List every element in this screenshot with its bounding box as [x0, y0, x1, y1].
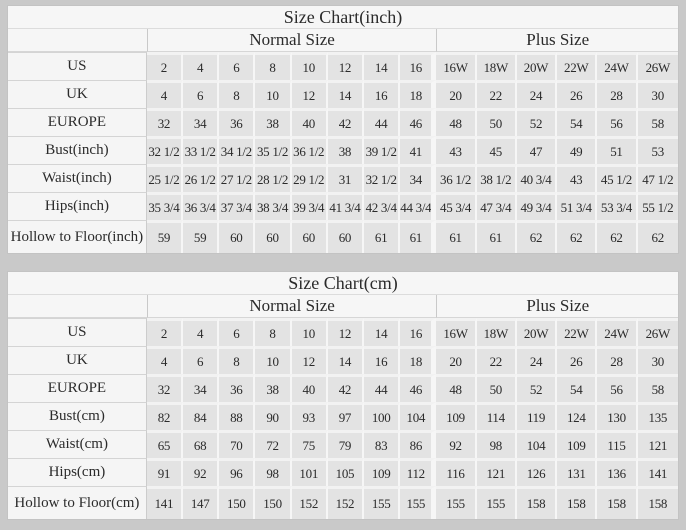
- size-value-cell: 44: [364, 374, 400, 402]
- plus-size-header: Plus Size: [436, 29, 678, 52]
- size-value-cell: 37 3/4: [219, 192, 255, 220]
- size-value-cell: 119: [517, 402, 557, 430]
- size-value-cell: 52: [517, 108, 557, 136]
- size-value-cell: 34 1/2: [219, 136, 255, 164]
- size-value-cell: 141: [638, 458, 678, 486]
- size-value-cell: 62: [638, 220, 678, 253]
- size-value-cell: 147: [183, 486, 219, 519]
- size-value-cell: 32: [147, 374, 183, 402]
- size-value-cell: 26: [557, 80, 597, 108]
- row-label: Bust(cm): [8, 402, 147, 430]
- size-value-cell: 158: [517, 486, 557, 519]
- size-value-cell: 82: [147, 402, 183, 430]
- size-value-cell: 8: [219, 80, 255, 108]
- size-chart-cm-table: [7, 271, 679, 520]
- size-value-cell: 135: [638, 402, 678, 430]
- size-value-cell: 16W: [436, 318, 476, 346]
- size-value-cell: 100: [364, 402, 400, 430]
- size-value-cell: 6: [219, 52, 255, 80]
- size-value-cell: 105: [328, 458, 364, 486]
- size-value-cell: 112: [400, 458, 436, 486]
- size-value-cell: 12: [328, 318, 364, 346]
- size-value-cell: 34: [183, 374, 219, 402]
- size-value-cell: 86: [400, 430, 436, 458]
- table-row: [8, 192, 678, 220]
- table-title: Size Chart(inch): [8, 6, 678, 29]
- row-label: US: [8, 318, 147, 346]
- size-value-cell: 61: [436, 220, 476, 253]
- size-value-cell: 38: [255, 108, 291, 136]
- size-value-cell: 6: [219, 318, 255, 346]
- size-value-cell: 50: [477, 108, 517, 136]
- row-label: Waist(inch): [8, 164, 147, 192]
- row-label: Hollow to Floor(inch): [8, 220, 147, 253]
- size-value-cell: 36 1/2: [292, 136, 328, 164]
- blank-header-cell: [8, 29, 147, 52]
- size-value-cell: 61: [477, 220, 517, 253]
- size-value-cell: 109: [364, 458, 400, 486]
- size-value-cell: 14: [328, 80, 364, 108]
- size-value-cell: 104: [400, 402, 436, 430]
- table-row: [8, 108, 678, 136]
- size-value-cell: 53: [638, 136, 678, 164]
- size-value-cell: 38: [255, 374, 291, 402]
- table-row: [8, 80, 678, 108]
- size-value-cell: 65: [147, 430, 183, 458]
- table-title-row: [8, 6, 678, 29]
- table-row: [8, 136, 678, 164]
- size-value-cell: 61: [400, 220, 436, 253]
- size-value-cell: 109: [557, 430, 597, 458]
- size-value-cell: 56: [597, 108, 637, 136]
- size-value-cell: 54: [557, 374, 597, 402]
- size-value-cell: 116: [436, 458, 476, 486]
- size-value-cell: 38 1/2: [477, 164, 517, 192]
- size-value-cell: 20: [436, 80, 476, 108]
- size-value-cell: 10: [255, 346, 291, 374]
- size-value-cell: 20: [436, 346, 476, 374]
- size-value-cell: 45 3/4: [436, 192, 476, 220]
- size-value-cell: 68: [183, 430, 219, 458]
- row-label: Hips(inch): [8, 192, 147, 220]
- size-value-cell: 18W: [477, 318, 517, 346]
- size-value-cell: 43: [557, 164, 597, 192]
- size-value-cell: 101: [292, 458, 328, 486]
- size-value-cell: 83: [364, 430, 400, 458]
- size-value-cell: 10: [292, 318, 328, 346]
- size-value-cell: 58: [638, 108, 678, 136]
- size-value-cell: 12: [292, 80, 328, 108]
- size-value-cell: 45 1/2: [597, 164, 637, 192]
- size-value-cell: 26: [557, 346, 597, 374]
- size-value-cell: 47: [517, 136, 557, 164]
- size-value-cell: 51 3/4: [557, 192, 597, 220]
- size-value-cell: 26W: [638, 52, 678, 80]
- size-value-cell: 152: [292, 486, 328, 519]
- size-value-cell: 39 1/2: [364, 136, 400, 164]
- size-value-cell: 16: [400, 52, 436, 80]
- size-value-cell: 4: [183, 52, 219, 80]
- size-value-cell: 22: [477, 80, 517, 108]
- size-value-cell: 92: [183, 458, 219, 486]
- size-value-cell: 150: [255, 486, 291, 519]
- size-value-cell: 32 1/2: [364, 164, 400, 192]
- size-value-cell: 60: [292, 220, 328, 253]
- size-value-cell: 50: [477, 374, 517, 402]
- size-value-cell: 18: [400, 80, 436, 108]
- table-row: [8, 346, 678, 374]
- size-value-cell: 92: [436, 430, 476, 458]
- size-value-cell: 36: [219, 374, 255, 402]
- column-group-row: [8, 295, 678, 318]
- size-value-cell: 158: [597, 486, 637, 519]
- size-value-cell: 44: [364, 108, 400, 136]
- size-value-cell: 36 3/4: [183, 192, 219, 220]
- size-value-cell: 121: [638, 430, 678, 458]
- size-value-cell: 10: [292, 52, 328, 80]
- size-value-cell: 38: [328, 136, 364, 164]
- size-value-cell: 124: [557, 402, 597, 430]
- size-value-cell: 97: [328, 402, 364, 430]
- size-value-cell: 98: [477, 430, 517, 458]
- size-value-cell: 2: [147, 52, 183, 80]
- size-value-cell: 53 3/4: [597, 192, 637, 220]
- size-value-cell: 28 1/2: [255, 164, 291, 192]
- size-value-cell: 121: [477, 458, 517, 486]
- size-value-cell: 4: [147, 80, 183, 108]
- row-label: Hollow to Floor(cm): [8, 486, 147, 519]
- size-value-cell: 34: [183, 108, 219, 136]
- size-value-cell: 18W: [477, 52, 517, 80]
- size-value-cell: 4: [183, 318, 219, 346]
- size-value-cell: 12: [328, 52, 364, 80]
- size-value-cell: 60: [255, 220, 291, 253]
- size-value-cell: 55 1/2: [638, 192, 678, 220]
- size-value-cell: 16: [364, 80, 400, 108]
- size-value-cell: 115: [597, 430, 637, 458]
- size-value-cell: 104: [517, 430, 557, 458]
- size-value-cell: 26W: [638, 318, 678, 346]
- size-value-cell: 56: [597, 374, 637, 402]
- size-value-cell: 4: [147, 346, 183, 374]
- size-value-cell: 98: [255, 458, 291, 486]
- table-title: Size Chart(cm): [8, 272, 678, 295]
- size-value-cell: 24W: [597, 52, 637, 80]
- size-value-cell: 155: [436, 486, 476, 519]
- table-row: [8, 458, 678, 486]
- size-value-cell: 8: [255, 318, 291, 346]
- row-label: Waist(cm): [8, 430, 147, 458]
- size-value-cell: 35 1/2: [255, 136, 291, 164]
- row-label: Hips(cm): [8, 458, 147, 486]
- size-value-cell: 48: [436, 108, 476, 136]
- size-value-cell: 141: [147, 486, 183, 519]
- size-value-cell: 109: [436, 402, 476, 430]
- table-row: [8, 318, 678, 346]
- size-value-cell: 46: [400, 108, 436, 136]
- normal-size-header: Normal Size: [147, 295, 437, 318]
- size-value-cell: 6: [183, 80, 219, 108]
- size-value-cell: 131: [557, 458, 597, 486]
- table-row: [8, 220, 678, 253]
- size-value-cell: 25 1/2: [147, 164, 183, 192]
- row-label: EUROPE: [8, 374, 147, 402]
- size-value-cell: 28: [597, 346, 637, 374]
- table-row: [8, 374, 678, 402]
- size-value-cell: 96: [219, 458, 255, 486]
- size-value-cell: 70: [219, 430, 255, 458]
- size-value-cell: 93: [292, 402, 328, 430]
- size-value-cell: 75: [292, 430, 328, 458]
- size-chart-cm-panel: [7, 271, 679, 520]
- size-value-cell: 40: [292, 108, 328, 136]
- row-label: US: [8, 52, 147, 80]
- size-value-cell: 40: [292, 374, 328, 402]
- size-value-cell: 46: [400, 374, 436, 402]
- size-value-cell: 30: [638, 346, 678, 374]
- size-value-cell: 14: [328, 346, 364, 374]
- table-title-row: [8, 272, 678, 295]
- size-value-cell: 155: [364, 486, 400, 519]
- size-value-cell: 152: [328, 486, 364, 519]
- plus-size-header: Plus Size: [436, 295, 678, 318]
- size-value-cell: 72: [255, 430, 291, 458]
- size-value-cell: 20W: [517, 318, 557, 346]
- size-value-cell: 12: [292, 346, 328, 374]
- size-value-cell: 36 1/2: [436, 164, 476, 192]
- size-value-cell: 8: [219, 346, 255, 374]
- blank-header-cell: [8, 295, 147, 318]
- size-value-cell: 32 1/2: [147, 136, 183, 164]
- table-row: [8, 430, 678, 458]
- size-value-cell: 22: [477, 346, 517, 374]
- size-value-cell: 35 3/4: [147, 192, 183, 220]
- size-value-cell: 90: [255, 402, 291, 430]
- size-value-cell: 158: [638, 486, 678, 519]
- size-value-cell: 155: [477, 486, 517, 519]
- size-value-cell: 34: [400, 164, 436, 192]
- size-value-cell: 114: [477, 402, 517, 430]
- size-value-cell: 88: [219, 402, 255, 430]
- size-value-cell: 24W: [597, 318, 637, 346]
- table-row: [8, 52, 678, 80]
- size-value-cell: 41: [400, 136, 436, 164]
- size-value-cell: 28: [597, 80, 637, 108]
- size-value-cell: 2: [147, 318, 183, 346]
- size-value-cell: 42: [328, 374, 364, 402]
- size-value-cell: 42: [328, 108, 364, 136]
- size-value-cell: 31: [328, 164, 364, 192]
- size-value-cell: 22W: [557, 318, 597, 346]
- size-value-cell: 16W: [436, 52, 476, 80]
- size-value-cell: 36: [219, 108, 255, 136]
- size-value-cell: 130: [597, 402, 637, 430]
- size-value-cell: 51: [597, 136, 637, 164]
- size-value-cell: 20W: [517, 52, 557, 80]
- size-value-cell: 16: [364, 346, 400, 374]
- table-row: [8, 164, 678, 192]
- size-value-cell: 14: [364, 318, 400, 346]
- size-value-cell: 62: [517, 220, 557, 253]
- size-value-cell: 48: [436, 374, 476, 402]
- size-value-cell: 60: [219, 220, 255, 253]
- size-value-cell: 40 3/4: [517, 164, 557, 192]
- size-value-cell: 126: [517, 458, 557, 486]
- size-value-cell: 62: [557, 220, 597, 253]
- size-value-cell: 30: [638, 80, 678, 108]
- table-row: [8, 402, 678, 430]
- size-value-cell: 29 1/2: [292, 164, 328, 192]
- column-group-row: [8, 29, 678, 52]
- size-value-cell: 6: [183, 346, 219, 374]
- size-value-cell: 54: [557, 108, 597, 136]
- size-value-cell: 8: [255, 52, 291, 80]
- size-chart-inch-panel: [7, 5, 679, 254]
- size-value-cell: 45: [477, 136, 517, 164]
- size-value-cell: 43: [436, 136, 476, 164]
- size-value-cell: 47 3/4: [477, 192, 517, 220]
- size-value-cell: 16: [400, 318, 436, 346]
- size-value-cell: 14: [364, 52, 400, 80]
- size-value-cell: 61: [364, 220, 400, 253]
- size-value-cell: 42 3/4: [364, 192, 400, 220]
- size-value-cell: 150: [219, 486, 255, 519]
- row-label: UK: [8, 346, 147, 374]
- size-value-cell: 39 3/4: [292, 192, 328, 220]
- normal-size-header: Normal Size: [147, 29, 437, 52]
- size-value-cell: 47 1/2: [638, 164, 678, 192]
- size-value-cell: 62: [597, 220, 637, 253]
- size-value-cell: 91: [147, 458, 183, 486]
- row-label: EUROPE: [8, 108, 147, 136]
- size-value-cell: 27 1/2: [219, 164, 255, 192]
- size-value-cell: 136: [597, 458, 637, 486]
- size-value-cell: 10: [255, 80, 291, 108]
- size-value-cell: 59: [147, 220, 183, 253]
- size-value-cell: 26 1/2: [183, 164, 219, 192]
- size-value-cell: 158: [557, 486, 597, 519]
- size-value-cell: 155: [400, 486, 436, 519]
- size-value-cell: 41 3/4: [328, 192, 364, 220]
- size-value-cell: 22W: [557, 52, 597, 80]
- size-value-cell: 24: [517, 346, 557, 374]
- size-value-cell: 49 3/4: [517, 192, 557, 220]
- size-chart-inch-table: [7, 5, 679, 254]
- size-value-cell: 38 3/4: [255, 192, 291, 220]
- size-value-cell: 58: [638, 374, 678, 402]
- row-label: UK: [8, 80, 147, 108]
- size-value-cell: 52: [517, 374, 557, 402]
- size-value-cell: 84: [183, 402, 219, 430]
- size-value-cell: 59: [183, 220, 219, 253]
- size-value-cell: 60: [328, 220, 364, 253]
- size-value-cell: 79: [328, 430, 364, 458]
- table-row: [8, 486, 678, 519]
- size-value-cell: 33 1/2: [183, 136, 219, 164]
- size-value-cell: 18: [400, 346, 436, 374]
- size-value-cell: 24: [517, 80, 557, 108]
- size-value-cell: 32: [147, 108, 183, 136]
- row-label: Bust(inch): [8, 136, 147, 164]
- size-value-cell: 44 3/4: [400, 192, 436, 220]
- size-value-cell: 49: [557, 136, 597, 164]
